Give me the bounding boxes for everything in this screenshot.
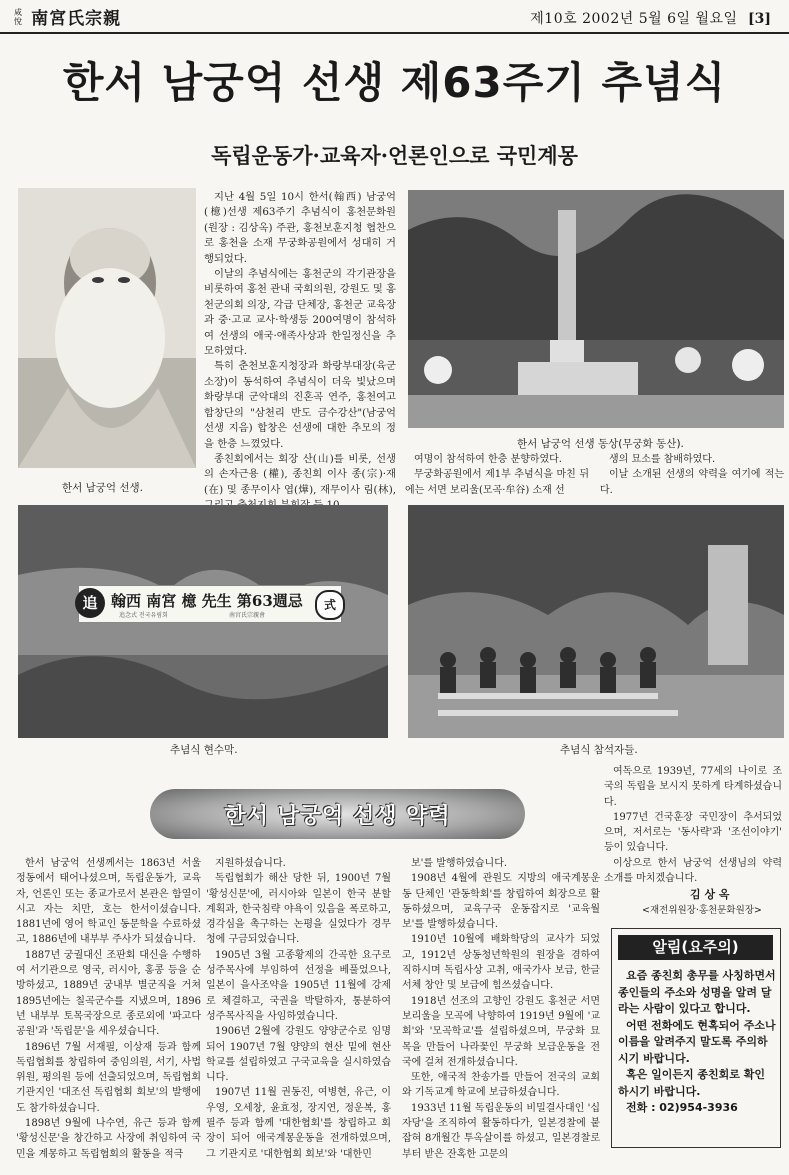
article-paragraph: 여명이 참석하여 한층 분향하였다. [414,454,562,465]
statue-caption: 한서 남궁억 선생 동상(무궁화 동산). [517,438,684,450]
attendees-illustration [408,505,784,738]
article-paragraph: 특히 춘천보훈지청장과 화랑부대장(육군소장)이 동석하여 추념식이 더욱 빛났으며 화랑부대 군악대의 진혼곡 연주, 홍천여고 합창단의 "삼천리 반도 금수강산"(남궁억 선생 지음) 합창은 선생에 대한 추모의 정을 한층 느꼈었다. [204,360,396,450]
biography-paragraph: 이상으로 한서 남궁억 선생님의 약력 소개를 마치겠습니다. [604,857,782,885]
biography-paragraph: 1918년 선조의 고향인 강원도 홍천군 서면 보리울을 모곡에 낙향하여 1919년 9월에 '교회'와 '모곡학교'를 설립하셨으며, 무궁화 묘목을 만들어 나라꽃인 무궁화 보급운동을 전국에 걸쳐 전개하셨습니다. [402,995,600,1068]
biography-column-2 [206,856,391,1162]
banner-small-left: 追念式 전국유림회 [119,612,168,619]
article-column-2 [405,452,589,498]
biography-paragraph: 또한, 애국적 찬송가를 만들어 전국의 교회와 기독교계 학교에 보급하셨습니다. [402,1072,600,1099]
biography-paragraph: 1887년 궁궐대신 조판회 대신을 수행하여 서기관으로 영국, 러시아, 홍콩 등을 순방하셨고, 1889년 궁내부 별군직을 거쳐 1895년에는 칠곡군수를 지냈으며, 1896년 내부부 토목국장으로 종로외에 '파고다 공원'과 '독립문'을 세우셨습니다. [16,949,201,1038]
statue-illustration [408,190,784,428]
biography-paragraph: 1977년 건국훈장 국민장이 추서되었으며, 저서로는 '동사략'과 '조선이야기' 등이 있습니다. [604,811,782,854]
masthead-sub: 咸悅 [14,7,22,26]
biography-banner [150,789,525,839]
biography-column-4 [604,764,782,886]
article-paragraph: 이날의 추념식에는 홍천군의 각기관장을 비롯하여 홍천 관내 국회의원, 강원도 및 홍천군의회 의장, 각급 단체장, 홍천군 교육장과 중·고교 교사·학생등 200여명이 참석하여 선생의 애국·애족사상과 한일정신을 추모하였다. [204,268,397,358]
notice-body [618,968,776,1117]
article-paragraph: 이날 소개된 선생의 약력을 여기에 적는다. [600,469,784,496]
portrait-illustration [18,188,196,468]
page-number: [3] [748,11,771,27]
masthead [0,0,789,34]
biography-paragraph: 1933년 11월 독립운동의 비밀결사대인 '십자당'을 조직하여 활동하다가, 일본경찰에 붙잡혀 8개월간 투옥살이를 하셨고, 일본경찰로 부터 받은 잔혹한 고문의 [402,1102,600,1160]
biography-paragraph: 지원하셨습니다. [215,858,286,869]
biography-paragraph: 1907년 11월 권동진, 여병현, 유근, 이우영, 오세창, 윤효정, 장지연, 정운복, 홍필주 등과 함께 '대한협회'를 창립하고 회장이 되어 애국계몽운동을 전개하였으며, 그 기관지로 '대한협회 회보'와 '대한민 [206,1087,391,1160]
ceremony-banner [78,585,342,623]
biography-paragraph: 1896년 7월 서재필, 이상재 등과 함께 독립협회를 창립하여 중임의원, 서기, 사법위원, 평의원 등에 선출되었으며, 독립협회 기관지인 '대조선 독립협회 회보'의 발행에도 참가하셨습니다. [16,1041,201,1114]
masthead-left [14,4,121,29]
notice-paragraph: 어떤 전화에도 현혹되어 주소나 이름을 알려주지 말도록 주의하시기 바랍니다. [618,1018,776,1065]
biography-paragraph: 보'를 발행하였습니다. [411,858,508,869]
statue-photo [408,190,784,428]
article-paragraph: 종친회에서는 회장 산(山)를 비롯, 선생의 손자근용 (權), 종친회 이사 종(宗)·재(在) 및 종무이사 엽(燁), 재무이사 림(林), [204,452,396,496]
attendees-caption: 추념식 참석자들. [560,744,638,756]
notice-phone: 전화 : 02)954-3936 [626,1101,738,1114]
monument-photo [18,505,388,738]
biography-paragraph: 1908년 4월에 관원도 지방의 애국계몽운동 단체인 '관동학회'를 창립하여 회장으로 활동하셨으며, 교육구국 운동잡지로 '교육월보'를 발행하셨습니다. [402,873,600,931]
biography-paragraph: 독립협회가 해산 당한 뒤, 1900년 7월 '황성신문'에, 러시아와 일본이 한국 분할 계획과, 한국침략 야욕이 있음을 폭로하고, 경각심을 촉구하는 논평을 실었다가 경무청에 구금되었습니다. [206,873,391,946]
banner-badge-left: 追 [75,588,105,618]
attendees-photo [408,505,784,738]
biography-paragraph: 여독으로 1939년, 77세의 나이로 조국의 독립을 보시지 못하게 타계하셨습니다. [604,766,782,808]
biography-paragraph: 1906년 2월에 강원도 양양군수로 임명되어 1907년 7월 양양의 현산 밑에 현산학교를 설립하였고 구국교육을 실시하였습니다. [206,1026,391,1084]
author-name: 김 상 옥 [690,888,730,901]
article-paragraph: 무궁화공원에서 제1부 추념식을 마친 뒤에는 서면 보리울(모곡·牟谷) 소재 선 [405,469,589,496]
portrait-caption: 한서 남궁억 선생. [62,482,144,494]
article-column-1 [204,190,396,514]
article-column-3 [600,452,784,498]
author-title: <재전위원장·홍천문화원장> [642,905,762,916]
biography-column-3 [402,856,600,1162]
notice-paragraph: 혹은 일이든지 종친회로 확인 하시기 바랍니다. [618,1068,765,1098]
banner-small-right: 南宮氏宗親會 [229,612,266,619]
banner-badge-right: 式 [315,590,345,620]
banner-text: 翰西 南宮 檍 先生 第63週忌 [111,592,303,610]
biography-title: 한서 남궁억 선생 약력 [224,803,451,829]
monument-caption: 추념식 현수막. [170,744,238,756]
masthead-right [530,8,771,28]
headline: 한서 남궁억 선생 제63주기 추념식 [62,58,727,107]
issue-date: 제10호 2002년 5월 6일 월요일 [530,11,738,27]
biography-paragraph: 1905년 3월 고종황제의 간곡한 요구로 성주목사에 부임하여 선정을 베풀었으나, 일본이 을사조약을 1905년 11월에 강제로 체결하고, 국권을 박탈하자, 통분하여 성주목사직을 사임하였습니다. [206,949,391,1022]
paper-name: 南宮氏宗親 [31,9,122,29]
article-paragraph: 지난 4월 5일 10시 한서(翰西) 남궁억(檍)선생 제63주기 추념식이 홍천문화원(원장 : 김상옥) 주관, 홍천보훈지청 협찬으로 홍천을 소재 무궁화공원에서 성대히 거행되었다. [204,191,396,265]
biography-paragraph: 1910년 10월에 배화학당의 교사가 되었고, 1912년 상동청년학원의 원장을 겸하여 직하시며 독립사상 고취, 애국가사 보급, 한글서체 창안 및 보급에 힘쓰셨습니다. [402,934,600,992]
biography-paragraph: 1898년 9월에 나수연, 유근 등과 함께 '황성신문'을 창간하고 사장에 취임하여 국민을 계몽하고 독립협회의 활동을 적극 [16,1118,201,1160]
biography-paragraph: 한서 남궁억 선생께서는 1863년 서울 정동에서 태어나셨으며, 독립운동가, 교육자, 언론인 또는 종교가로서 본관은 함열이시고 자는 치만, 호는 한서이셨습니다. 1881년에 영어 학교인 동문학을 수료하셨고, 1886년에 내부부 주사가 되셨습니다. [16,858,201,946]
notice-title: 알림(요주의) [618,935,773,960]
portrait-photo [18,188,196,468]
article-paragraph: 생의 묘소를 참배하였다. [609,454,716,465]
notice-paragraph: 요즘 종친회 총무를 사칭하면서 종인들의 주소와 성명을 알려 달라는 사람이 있다고 합니다. [618,969,776,1015]
subheadline: 독립운동가·교육자·언론인으로 국민계몽 [211,143,578,168]
biography-column-1 [16,856,201,1162]
